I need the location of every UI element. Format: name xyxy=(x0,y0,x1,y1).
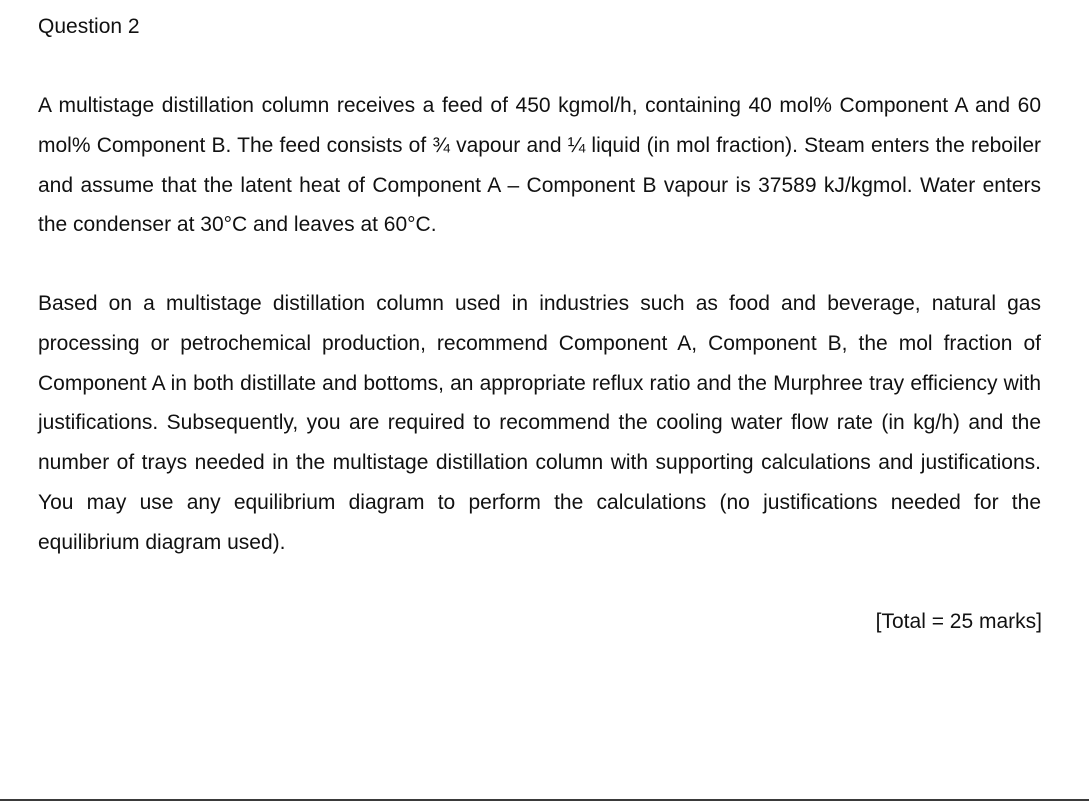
task-instructions-paragraph: Based on a multistage distillation column used in industries such as food and beverage, natural gas processing or petrochemical production, recommend Component A, Component B, the mol fraction of Component A in both distillate and bottoms, an appropriate reflux ratio and the Murphree tray efficiency with justifications. Subsequently, you are required to recommend the cooling water flow rate (in kg/h) and the number of trays needed in the multistage distillation column with supporting calculations and justifications. You may use any equilibrium diagram to perform the calculations (no justifications needed for the equilibrium diagram used). xyxy=(38,292,1041,554)
question-title: Question 2 xyxy=(38,15,140,38)
total-marks-label: [Total = 25 marks] xyxy=(875,610,1042,633)
problem-statement-paragraph: A multistage distillation column receives a feed of 450 kgmol/h, containing 40 mol% Component A and 60 mol% Component B. The feed consists of ¾ vapour and ¼ liquid (in mol fraction). Steam enters the reboiler and assume that the latent heat of Component A – Component B vapour is 37589 kJ/kgmol. Water enters the condenser at 30°C and leaves at 60°C. xyxy=(38,94,1041,237)
page-bottom-divider xyxy=(0,799,1089,801)
